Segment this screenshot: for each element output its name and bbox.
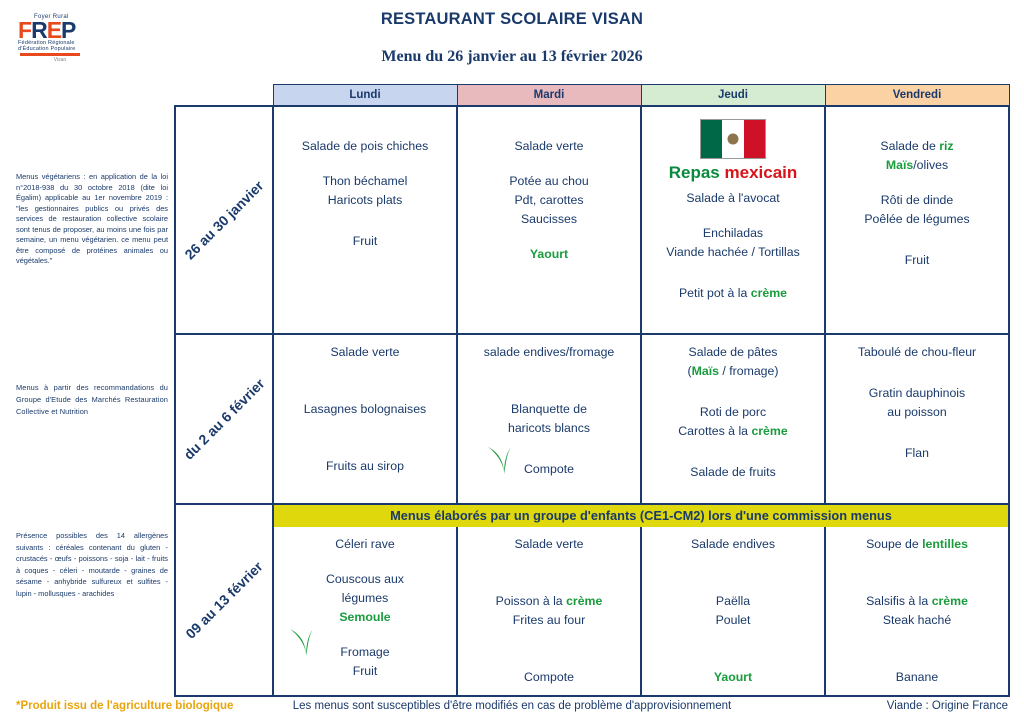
menu-cell-week3-vendredi xyxy=(825,527,1009,696)
note-gemrcn: Menus à partir des recommandations du Groupe d'Etude des Marchés Restauration Collective et Nutrition xyxy=(16,383,168,416)
entree-item-2: (Maïs / fromage) xyxy=(687,364,779,378)
dessert-item: Salade de fruits xyxy=(690,465,776,479)
commission-banner-text: Menus élaborés par un groupe d'enfants (CE1-CM2) lors d'une commission menus xyxy=(274,505,1008,527)
plat-item: Potée au chou xyxy=(509,174,589,188)
note-allergens: Présence possibles des 14 allergènes suivants : céréales contenant du gluten - crustacés - œufs - poissons - soja - lait - fruits à coques - céleri - moutarde - graines de sésame - anhybride sulfureux et sulfites - lupin - mollusques - arachides xyxy=(16,531,168,598)
table-header-row xyxy=(175,85,1009,107)
dessert-item: Compote xyxy=(524,670,574,684)
dessert-item: Compote xyxy=(524,462,574,476)
commission-banner-cell xyxy=(273,504,1009,527)
plat-item-2: Poulet xyxy=(715,613,751,627)
plat-item-2: Frites au four xyxy=(512,613,586,627)
plat-item: Couscous aux xyxy=(326,572,404,586)
menu-cell-week2-lundi xyxy=(273,334,457,504)
menu-cell-week2-jeudi xyxy=(641,334,825,504)
entree-item: Céleri rave xyxy=(335,537,395,551)
menu-cell-week1-vendredi xyxy=(825,106,1009,334)
plat-item: Carottes à la crème xyxy=(678,424,788,438)
menu-cell-week1-mardi xyxy=(457,106,641,334)
special-meal-title-part2: mexicain xyxy=(724,163,798,182)
plat-item: Haricots plats xyxy=(327,193,403,207)
plat-item: Saucisses xyxy=(520,212,578,226)
entree-item: Salade endives xyxy=(690,537,776,551)
entree-item: Soupe de lentilles xyxy=(866,537,968,551)
plat-item: haricots blancs xyxy=(507,421,591,435)
menu-cell-week2-vendredi xyxy=(825,334,1009,504)
plat-item-2: Steak haché xyxy=(882,613,952,627)
corner-cell xyxy=(175,85,273,107)
menu-cell-week3-lundi xyxy=(273,527,457,696)
column-header-lundi: Lundi xyxy=(273,85,457,107)
logo-location: Visan xyxy=(53,57,67,63)
plat-highlight: crème xyxy=(566,594,603,608)
page-title: RESTAURANT SCOLAIRE VISAN xyxy=(380,10,644,28)
table-row-week-1 xyxy=(175,106,1009,334)
week-label-1: 26 au 30 janvier xyxy=(181,177,267,263)
logo-wordmark: FREP xyxy=(18,17,76,43)
note-vegetarian: Menus végétariens : en application de la loi n°2018-938 du 30 octobre 2018 (dite loi Égalim) applicable au 1er novembre 2019 : "les gestionnaires publics ou privés des services de restauration collective scolaire sont tenus de proposer, au moins une fois par semaine, un menu végétarien. ce menu peut être composé de protéines animales ou végétales." xyxy=(16,172,168,265)
plat-item: Salsifis à la crème xyxy=(866,594,968,608)
entree-item: Salade à l'avocat xyxy=(686,191,780,205)
footer-bio-note: *Produit issu de l'agriculture biologique xyxy=(16,700,234,712)
column-header-jeudi: Jeudi xyxy=(641,85,825,107)
dessert-item: Banane xyxy=(895,670,939,684)
dessert-item: Flan xyxy=(905,446,929,460)
plat-highlight: Semoule xyxy=(339,610,391,624)
vegetarian-leaf-icon xyxy=(284,625,314,659)
week-label-cell-2 xyxy=(175,334,273,504)
mexican-flag-icon xyxy=(700,119,766,159)
dessert-item: Petit pot à la crème xyxy=(678,286,788,300)
entree-highlight: Maïs xyxy=(691,364,719,378)
plat-item: Blanquette de xyxy=(511,402,587,416)
vegetarian-leaf-icon xyxy=(482,443,512,477)
plat-item: Thon béchamel xyxy=(322,174,408,188)
plat-item: Viande hachée / Tortillas xyxy=(666,245,800,259)
dessert-item: Fruit xyxy=(352,234,378,248)
dessert-item-2: Fruit xyxy=(352,664,378,678)
entree-highlight-2: Maïs xyxy=(885,158,914,172)
plat-highlight: crème xyxy=(931,594,968,608)
menu-cell-week3-jeudi xyxy=(641,527,825,696)
entree-item: Salade de pâtes xyxy=(688,345,778,359)
page-subtitle: Menu du 26 janvier au 13 février 2026 xyxy=(381,48,643,65)
entree-item: Salade verte xyxy=(330,345,400,359)
entree-item: Salade verte xyxy=(514,537,584,551)
entree-item-2: Maïs/olives xyxy=(885,158,949,172)
entree-item: Salade de riz xyxy=(880,139,954,153)
dessert-highlight: crème xyxy=(750,286,788,300)
plat-item: Poêlée de légumes xyxy=(864,212,970,226)
week-label-cell-3 xyxy=(175,504,273,696)
plat-item: Paëlla xyxy=(715,594,751,608)
plat-highlight: crème xyxy=(751,424,788,438)
plat-item: Poisson à la crème xyxy=(495,594,603,608)
entree-highlight: lentilles xyxy=(922,537,968,551)
entree-item: Salade de pois chiches xyxy=(301,139,429,153)
logo-top-line: Foyer Rural xyxy=(34,14,69,20)
footer-center-note: Les menus sont susceptibles d'être modifiés en cas de problème d'approvisionnement xyxy=(292,700,732,712)
column-header-vendredi: Vendredi xyxy=(825,85,1009,107)
week-label-3: 09 au 13 février xyxy=(182,558,266,642)
column-header-mardi: Mardi xyxy=(457,85,641,107)
dessert-item: Yaourt xyxy=(713,670,753,684)
menu-cell-week1-lundi xyxy=(273,106,457,334)
special-meal-title-part1: Repas xyxy=(668,163,720,182)
menu-cell-week1-jeudi xyxy=(641,106,825,334)
entree-item: salade endives/fromage xyxy=(483,345,615,359)
table-row-week-2 xyxy=(175,334,1009,504)
entree-highlight: riz xyxy=(939,139,954,153)
plat-item: légumes xyxy=(341,591,389,605)
plat-item: Pdt, carottes xyxy=(514,193,584,207)
special-meal-title xyxy=(648,163,818,183)
dessert-item: Fruit xyxy=(904,253,930,267)
menu-cell-week3-mardi xyxy=(457,527,641,696)
dessert-item: Fromage xyxy=(340,645,390,659)
plat-item: Enchiladas xyxy=(702,226,764,240)
commission-banner-row xyxy=(175,504,1009,527)
menu-table xyxy=(174,84,1010,697)
page-footer xyxy=(0,700,1024,716)
entree-item: Taboulé de chou-fleur xyxy=(857,345,977,359)
plat-item: Roti de porc xyxy=(699,405,767,419)
menu-cell-week2-mardi xyxy=(457,334,641,504)
week-label-2: du 2 au 6 février xyxy=(180,375,268,463)
plat-item: Lasagnes bolognaises xyxy=(303,402,427,416)
dessert-item: Yaourt xyxy=(529,247,569,261)
plat-item: Gratin dauphinois xyxy=(868,386,966,400)
entree-item: Salade verte xyxy=(514,139,584,153)
plat-item: Rôti de dinde xyxy=(880,193,954,207)
logo-subtitle: Fédération Régionale d'Éducation Populaire xyxy=(18,40,76,52)
footer-meat-origin: Viande : Origine France xyxy=(886,700,1008,712)
week-label-cell-1 xyxy=(175,106,273,334)
plat-item: au poisson xyxy=(887,405,947,419)
table-row-week-3 xyxy=(175,527,1009,696)
dessert-item: Fruits au sirop xyxy=(326,459,404,473)
